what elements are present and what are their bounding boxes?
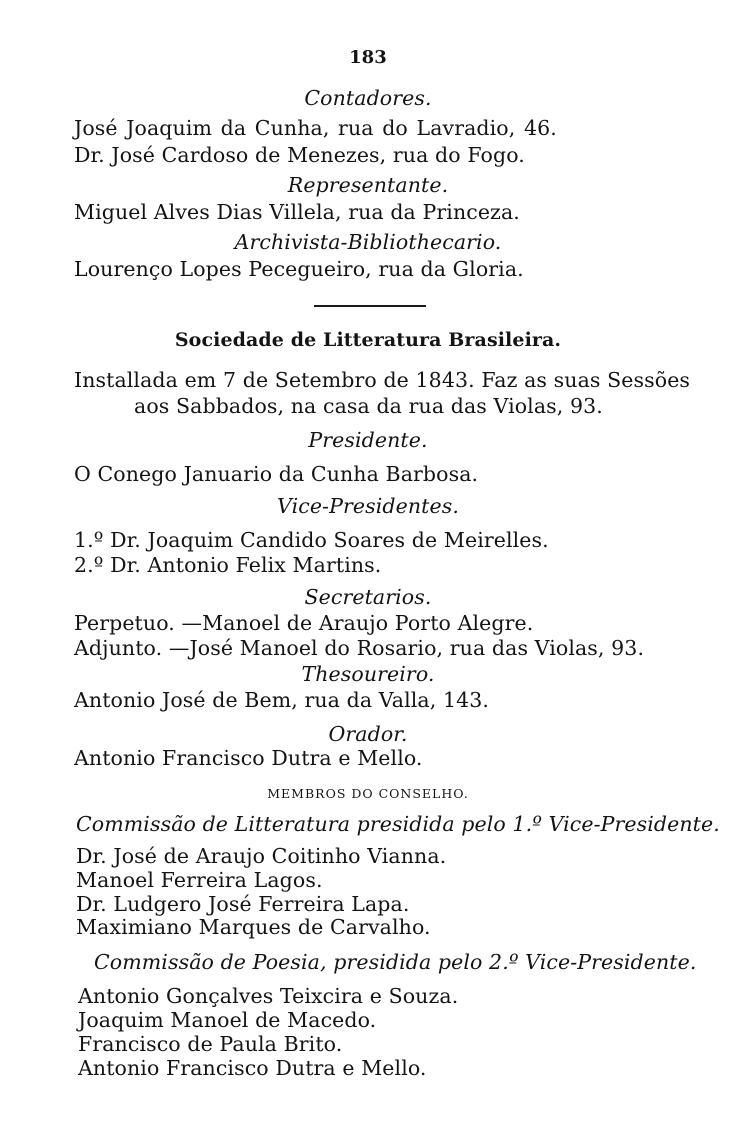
text-line: Antonio José de Bem, rua da Valla, 143. — [74, 688, 490, 712]
text-line: Antonio Francisco Dutra e Mello. — [78, 1056, 427, 1080]
heading-representante: Representante. — [287, 173, 449, 197]
heading-commissao-litteratura: Commissão de Litteratura presidida pelo 1.º Vice-Presidente. — [76, 812, 720, 836]
text-line: Francisco de Paula Brito. — [78, 1032, 343, 1056]
text-line: Manoel Ferreira Lagos. — [76, 868, 323, 892]
heading-commissao-poesia: Commissão de Poesia, presidida pelo 2.º Vice-Presidente. — [94, 950, 697, 974]
society-title: Sociedade de Litteratura Brasileira. — [174, 329, 562, 351]
text-line: Perpetuo. —Manoel de Araujo Porto Alegre. — [74, 611, 534, 635]
text-line: Miguel Alves Dias Villela, rua da Princeza. — [74, 200, 520, 224]
heading-contadores: Contadores. — [304, 86, 432, 110]
heading-thesoureiro: Thesoureiro. — [301, 662, 435, 686]
text-line: Maximiano Marques de Carvalho. — [76, 915, 431, 939]
text-line: Dr. José de Araujo Coitinho Vianna. — [76, 844, 447, 868]
text-line: 2.º Dr. Antonio Felix Martins. — [74, 553, 382, 577]
text-line: José Joaquim da Cunha, rua do Lavradio, 46. — [74, 116, 557, 140]
society-intro: aos Sabbados, na casa da rua das Violas, 93. — [134, 394, 603, 418]
text-line: Antonio Gonçalves Teixcira e Souza. — [78, 984, 459, 1008]
section-divider — [314, 305, 426, 307]
page-number: 183 — [349, 47, 387, 68]
text-line: Dr. Ludgero José Ferreira Lapa. — [76, 892, 410, 916]
text-line: O Conego Januario da Cunha Barbosa. — [74, 462, 479, 486]
heading-secretarios: Secretarios. — [304, 585, 432, 609]
text-line: Adjunto. —José Manoel do Rosario, rua das Violas, 93. — [74, 636, 645, 660]
heading-presidente: Presidente. — [308, 428, 428, 452]
heading-membros-conselho: MEMBROS DO CONSELHO. — [267, 786, 469, 801]
heading-orador: Orador. — [328, 722, 408, 746]
heading-vice-presidentes: Vice-Presidentes. — [277, 494, 459, 518]
heading-archivista: Archivista-Bibliothecario. — [234, 230, 502, 254]
text-line: Joaquim Manoel de Macedo. — [78, 1008, 377, 1032]
text-line: 1.º Dr. Joaquim Candido Soares de Meirelles. — [74, 528, 549, 552]
text-line: Antonio Francisco Dutra e Mello. — [74, 746, 423, 770]
society-intro: Installada em 7 de Setembro de 1843. Faz as suas Sessões — [74, 368, 691, 392]
text-line: Dr. José Cardoso de Menezes, rua do Fogo. — [74, 143, 525, 167]
text-line: Lourenço Lopes Pecegueiro, rua da Gloria. — [74, 257, 524, 281]
